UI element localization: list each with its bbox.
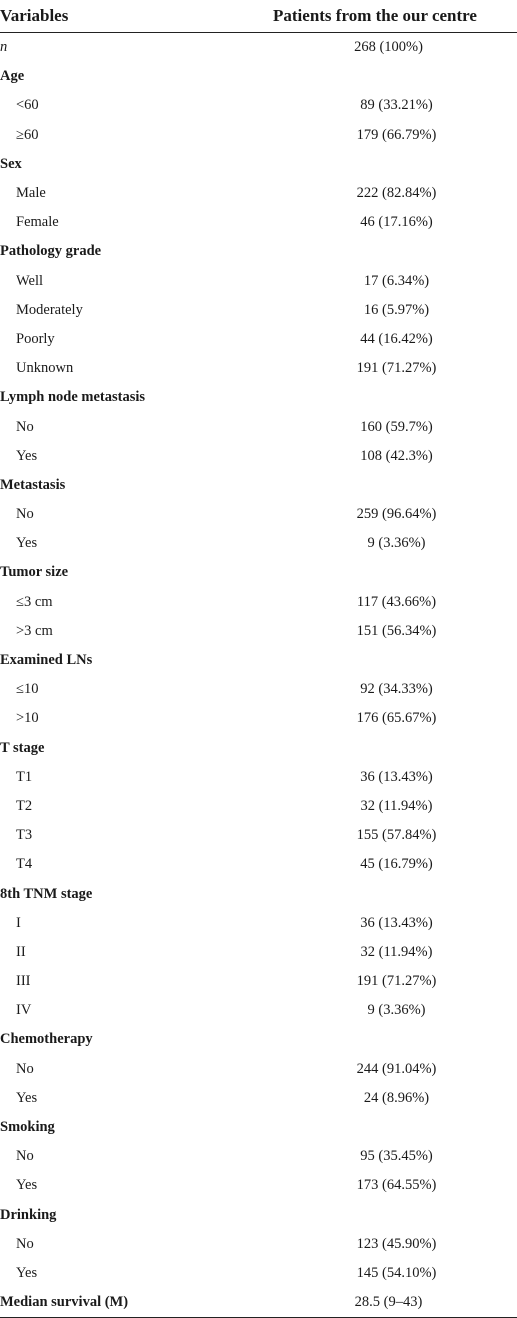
row-label: Yes (16, 447, 38, 464)
row-value: 222 (82.84%) (356, 185, 437, 202)
row-label: ≤3 cm (16, 593, 53, 610)
row-label: IV (16, 1002, 32, 1019)
table-row (0, 763, 517, 792)
row-label: Yes (16, 1089, 38, 1106)
table-row (0, 1259, 517, 1288)
table-row (0, 412, 517, 441)
table-row (0, 938, 517, 967)
row-label: Moderately (16, 301, 83, 318)
row-label: Lymph node metastasis (0, 389, 146, 406)
row-label: >10 (16, 710, 39, 727)
table-group-row (0, 1201, 517, 1230)
row-value: 108 (42.3%) (360, 447, 433, 464)
table-group-row (0, 1113, 517, 1142)
row-value: 89 (33.21%) (360, 97, 433, 114)
row-value: 32 (11.94%) (360, 943, 433, 960)
header-variables: Variables (0, 6, 69, 25)
table-row (0, 967, 517, 996)
row-label: Male (16, 185, 46, 202)
row-value: 9 (3.36%) (367, 535, 426, 552)
table-row (0, 704, 517, 733)
row-value: 123 (45.90%) (356, 1235, 437, 1252)
row-label: ≥60 (16, 126, 39, 143)
row-value: 36 (13.43%) (360, 914, 433, 931)
row-label: No (16, 506, 34, 523)
row-label: T3 (16, 827, 33, 844)
row-label: Yes (16, 1264, 38, 1281)
row-label: No (16, 1060, 34, 1077)
table-group-row (0, 150, 517, 179)
row-label: Yes (16, 1177, 38, 1194)
table-group-row (0, 383, 517, 412)
row-value: 44 (16.42%) (360, 330, 433, 347)
row-value: 45 (16.79%) (360, 856, 433, 873)
table-row (0, 1084, 517, 1113)
row-value: 179 (66.79%) (356, 126, 437, 143)
row-value: 28.5 (9–43) (354, 1294, 423, 1311)
row-value: 145 (54.10%) (356, 1264, 437, 1281)
row-label: 8th TNM stage (0, 885, 93, 902)
table-row (0, 1230, 517, 1259)
row-label: No (16, 418, 34, 435)
table-group-row (0, 879, 517, 908)
row-value: 191 (71.27%) (356, 973, 437, 990)
row-value: 32 (11.94%) (360, 797, 433, 814)
row-label: I (16, 914, 21, 931)
table-row (0, 909, 517, 938)
table-row (0, 1055, 517, 1084)
table-row (0, 325, 517, 354)
table-row (0, 296, 517, 325)
row-label: Chemotherapy (0, 1031, 93, 1048)
table-row (0, 208, 517, 237)
table-body (0, 33, 517, 1318)
row-value: 95 (35.45%) (360, 1148, 433, 1165)
row-value: 16 (5.97%) (363, 301, 430, 318)
table-row (0, 588, 517, 617)
row-label: T stage (0, 739, 45, 756)
table-row (0, 850, 517, 879)
row-value: 46 (17.16%) (360, 214, 433, 231)
row-label: No (16, 1148, 34, 1165)
row-value: 151 (56.34%) (356, 622, 437, 639)
table-row (0, 33, 517, 62)
table-row (0, 442, 517, 471)
table-row (0, 617, 517, 646)
table-group-row (0, 734, 517, 763)
row-label: ≤10 (16, 681, 39, 698)
header-patients: Patients from the our centre (273, 6, 477, 25)
row-label: Examined LNs (0, 652, 93, 669)
row-label: Smoking (0, 1119, 55, 1136)
table-row (0, 792, 517, 821)
row-label: Pathology grade (0, 243, 102, 260)
row-label: Metastasis (0, 476, 66, 493)
row-label: No (16, 1235, 34, 1252)
table-group-row (0, 62, 517, 91)
row-label: II (16, 943, 26, 960)
table-row (0, 500, 517, 529)
table-row (0, 529, 517, 558)
row-value: 173 (64.55%) (356, 1177, 437, 1194)
row-value: 9 (3.36%) (367, 1002, 426, 1019)
row-label: T2 (16, 797, 33, 814)
table-row (0, 675, 517, 704)
table-row (0, 121, 517, 150)
row-label: Unknown (16, 360, 74, 377)
row-label: n (0, 39, 8, 56)
row-label: Median survival (M) (0, 1294, 129, 1311)
row-label: Drinking (0, 1206, 57, 1223)
row-label: Female (16, 214, 59, 231)
row-value: 160 (59.7%) (360, 418, 433, 435)
table-group-row (0, 1025, 517, 1054)
table-row (0, 821, 517, 850)
table-row (0, 1142, 517, 1171)
table-group-row (0, 558, 517, 587)
table-group-row (0, 237, 517, 266)
table-row (0, 1171, 517, 1200)
table-row (0, 996, 517, 1025)
row-label: Tumor size (0, 564, 69, 581)
row-value: 24 (8.96%) (363, 1089, 430, 1106)
table-row (0, 267, 517, 296)
row-label: T1 (16, 768, 33, 785)
row-label: Sex (0, 155, 22, 172)
row-label: Yes (16, 535, 38, 552)
row-label: T4 (16, 856, 33, 873)
row-value: 191 (71.27%) (356, 360, 437, 377)
table-header (0, 0, 517, 33)
table-row (0, 91, 517, 120)
row-value: 17 (6.34%) (363, 272, 430, 289)
row-label: Age (0, 68, 25, 85)
row-value: 92 (34.33%) (360, 681, 433, 698)
row-label: Well (16, 272, 44, 289)
row-value: 244 (91.04%) (356, 1060, 437, 1077)
row-value: 176 (65.67%) (356, 710, 437, 727)
row-label: Poorly (16, 330, 55, 347)
table-row (0, 179, 517, 208)
row-value: 36 (13.43%) (360, 768, 433, 785)
row-value: 268 (100%) (354, 39, 423, 56)
row-label: <60 (16, 97, 39, 114)
row-value: 117 (43.66%) (356, 593, 437, 610)
table-group-row (0, 646, 517, 675)
row-label: III (16, 973, 31, 990)
row-label: >3 cm (16, 622, 53, 639)
table-row (0, 1288, 517, 1318)
row-value: 259 (96.64%) (356, 506, 437, 523)
row-value: 155 (57.84%) (356, 827, 437, 844)
table-row (0, 354, 517, 383)
table-group-row (0, 471, 517, 500)
